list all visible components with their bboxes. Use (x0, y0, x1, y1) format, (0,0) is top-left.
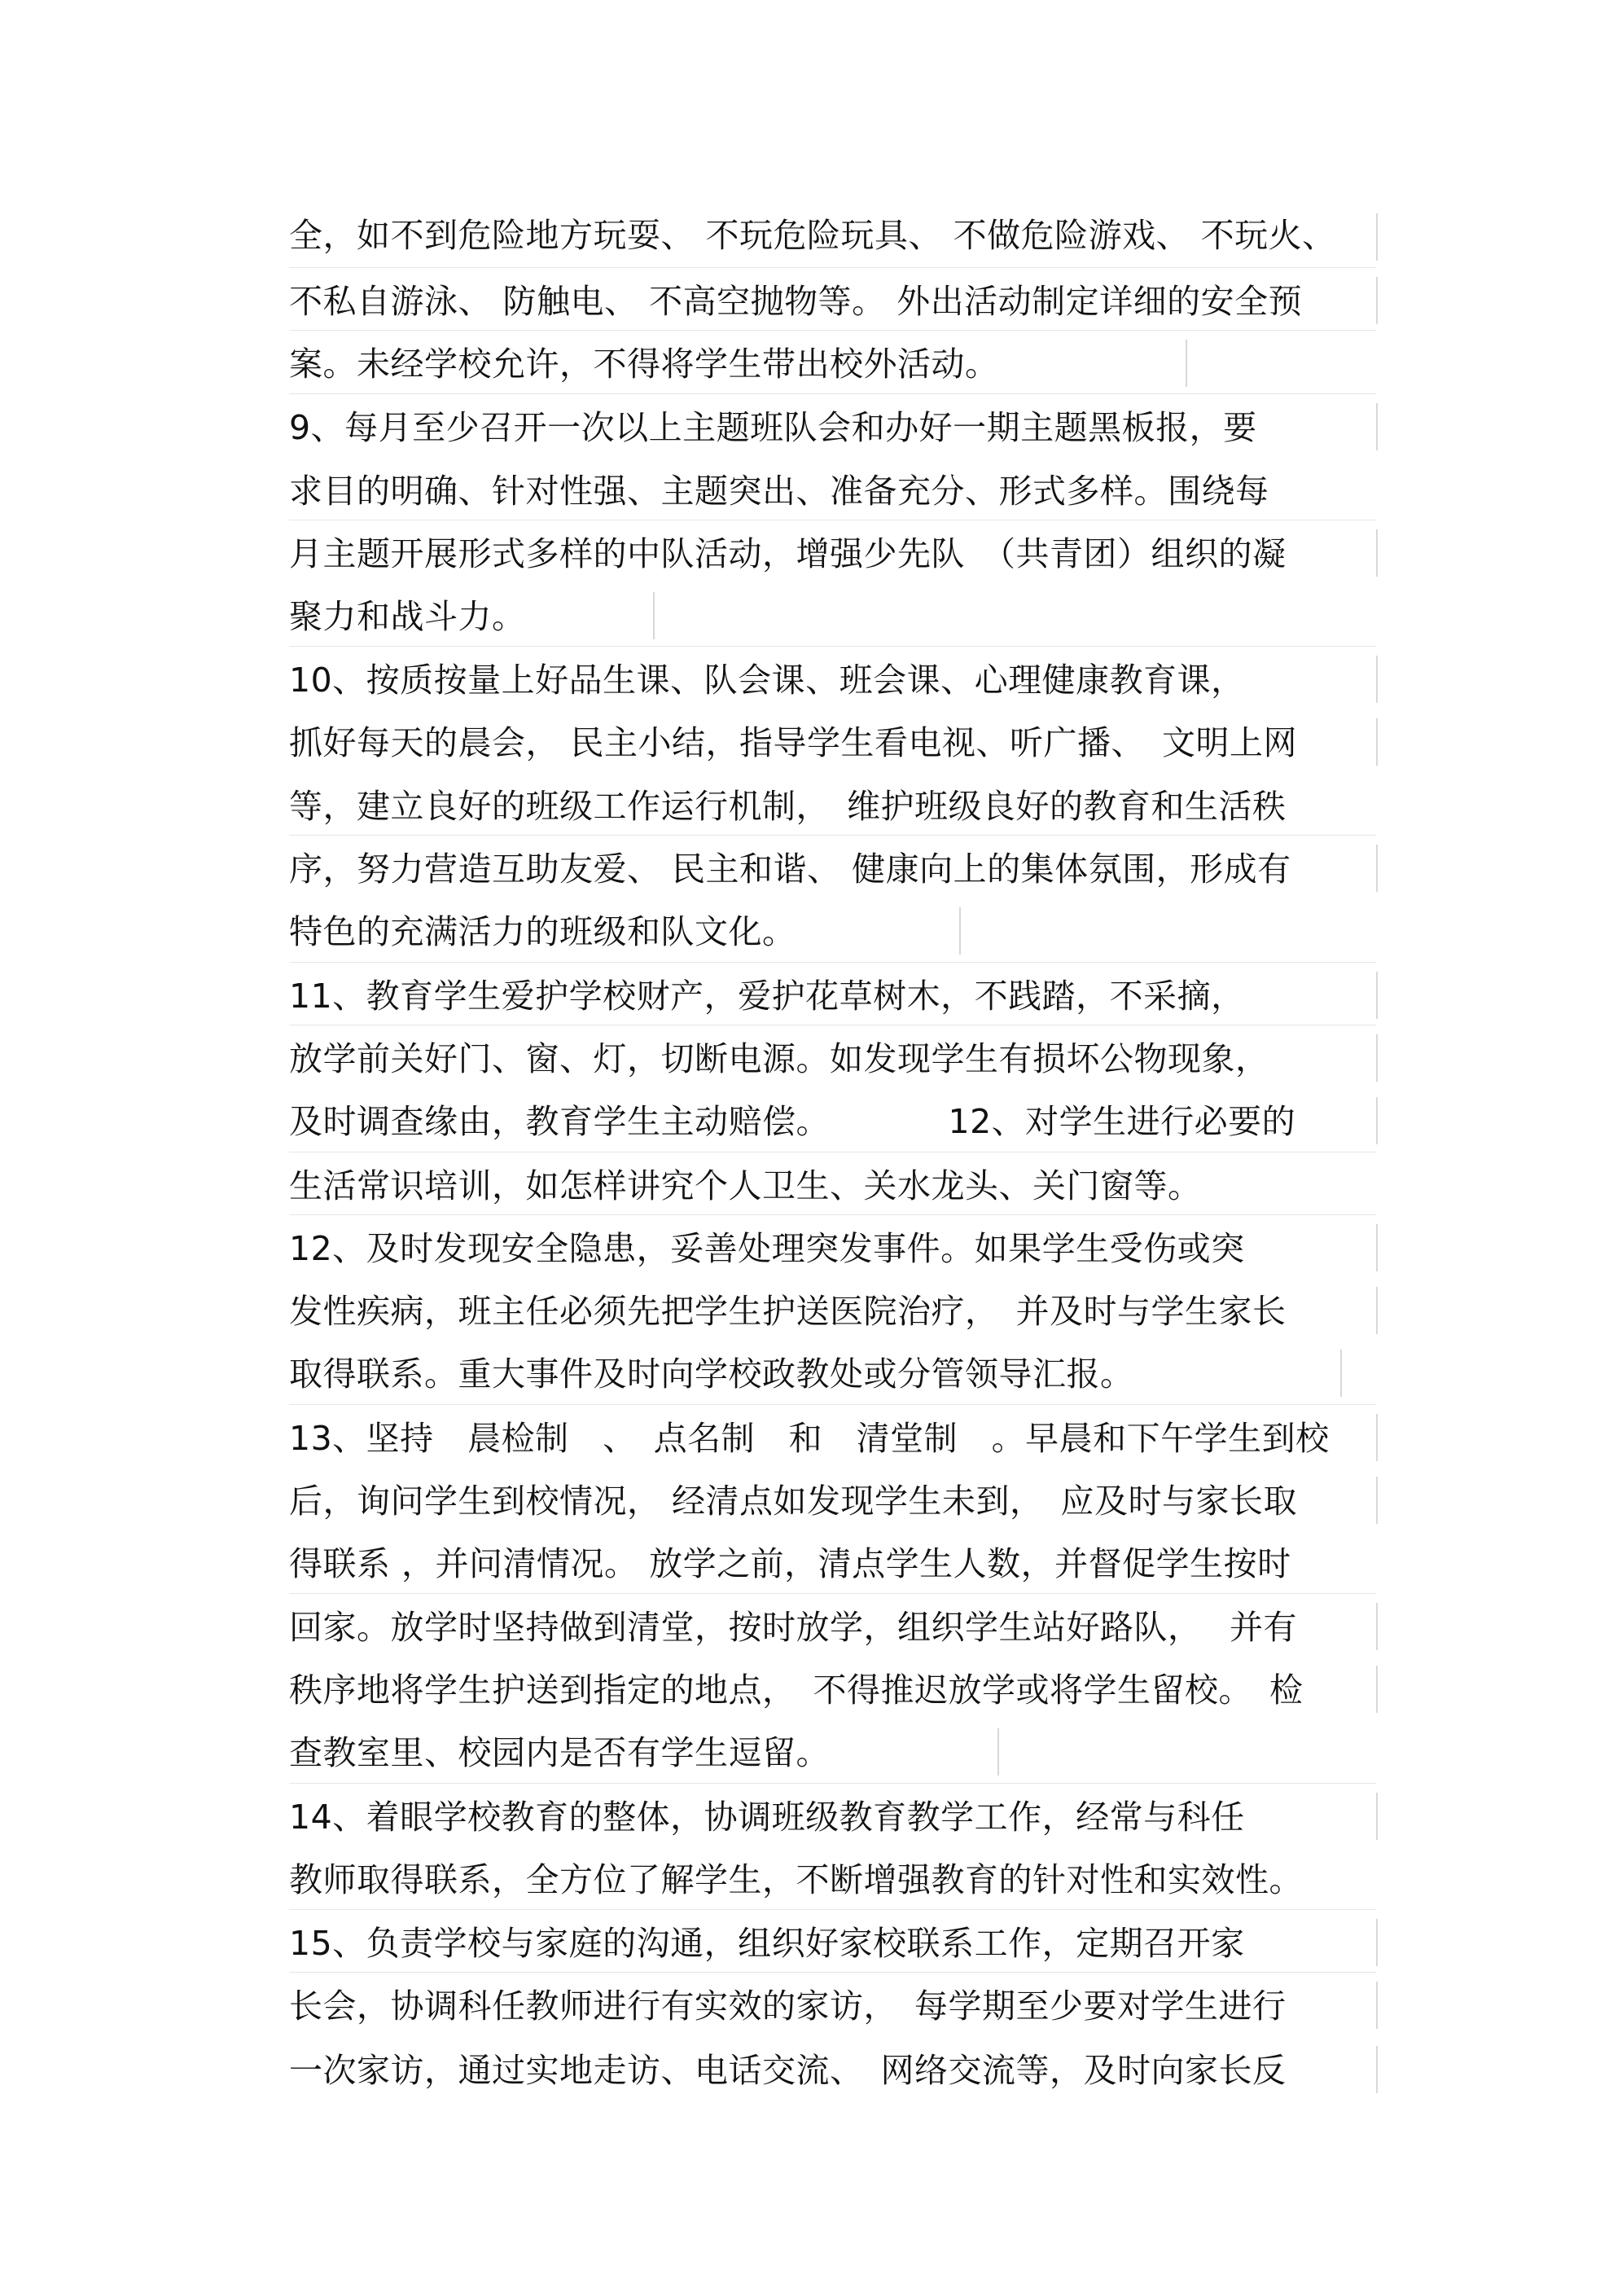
divider (1376, 1603, 1378, 1650)
text-line: 聚力和战斗力。 (289, 597, 526, 636)
divider (1376, 1034, 1378, 1082)
divider (1376, 1097, 1378, 1144)
divider (1376, 403, 1378, 450)
divider (289, 1783, 1376, 1784)
text-line: 发性疾病，班主任必须先把学生护送医院治疗， 并及时与学生家长 (289, 1292, 1287, 1331)
divider (1376, 1919, 1378, 1966)
text-line: 9、每月至少召开一次以上主题班队会和办好一期主题黑板报，要 (289, 408, 1257, 447)
text-line: 后，询问学生到校情况， 经清点如发现学生未到， 应及时与家长取 (289, 1482, 1298, 1521)
text-line: 全，如不到危险地方玩耍、 不玩危险玩具、 不做危险游戏、 不玩火、 (289, 216, 1336, 255)
divider (289, 1972, 1376, 1973)
text-line: 10、按质按量上好品生课、队会课、班会课、心理健康教育课， (289, 661, 1245, 700)
divider (1376, 1982, 1378, 2029)
text-line: 秩序地将学生护送到指定的地点， 不得推迟放学或将学生留校。 检 (289, 1670, 1304, 1710)
text-line: 查教室里、校园内是否有学生逗留。 (289, 1733, 830, 1772)
text-line: 12、及时发现安全隐患，妥善处理突发事件。如果学生受伤或突 (289, 1229, 1245, 1268)
text-line: 等，建立良好的班级工作运行机制， 维护班级良好的教育和生活秩 (289, 787, 1287, 826)
text-line: 序，努力营造互助友爱、 民主和谐、 健康向上的集体氛围，形成有 (289, 849, 1291, 889)
divider (1376, 972, 1378, 1019)
text-line: 案。未经学校允许，不得将学生带出校外活动。 (289, 345, 999, 384)
divider (1376, 1414, 1378, 1461)
divider (289, 646, 1376, 647)
text-line: 不私自游泳、 防触电、 不高空抛物等。 外出活动制定详细的安全预 (289, 282, 1303, 321)
divider (1376, 2046, 1378, 2093)
divider (289, 1909, 1376, 1910)
divider (1186, 340, 1187, 387)
divider (959, 907, 961, 955)
text-line: 取得联系。重大事件及时向学校政教处或分管领导汇报。 (289, 1354, 1134, 1394)
text-line: 15、负责学校与家庭的沟通，组织好家校联系工作，定期召开家 (289, 1924, 1245, 1963)
divider (1376, 1666, 1378, 1713)
divider (289, 1593, 1376, 1594)
text-line: 特色的充满活力的班级和队文化。 (289, 912, 796, 951)
divider (653, 592, 655, 639)
text-line: 抓好每天的晨会， 民主小结，指导学生看电视、听广播、 文明上网 (289, 723, 1298, 762)
divider (1376, 1224, 1378, 1271)
text-line: 长会，协调科任教师进行有实效的家访， 每学期至少要对学生进行 (289, 1987, 1287, 2026)
divider (289, 1404, 1376, 1405)
divider (289, 835, 1376, 836)
divider (1376, 718, 1378, 766)
divider (1340, 1350, 1342, 1397)
text-line: 放学前关好门、窗、灯，切断电源。如发现学生有损坏公物现象， (289, 1039, 1269, 1078)
text-line: 生活常识培训，如怎样讲究个人卫生、关水龙头、关门窗等。 (289, 1166, 1202, 1205)
divider (289, 393, 1376, 394)
text-line: 求目的明确、针对性强、主题突出、准备充分、形式多样。围绕每 (289, 472, 1269, 511)
divider (1376, 213, 1378, 261)
text-line: 回家。放学时坚持做到清堂，按时放学，组织学生站好路队， 并有 (289, 1608, 1298, 1647)
divider (289, 330, 1376, 331)
divider (1376, 1793, 1378, 1840)
text-line: 14、着眼学校教育的整体，协调班级教育教学工作，经常与科任 (289, 1798, 1245, 1837)
divider (1376, 845, 1378, 892)
text-line: 月主题开展形式多样的中队活动，增强少先队 （共青团）组织的凝 (289, 534, 1287, 573)
text-line: 得联系 ，并问清情况。 放学之前，清点学生人数，并督促学生按时 (289, 1544, 1291, 1583)
divider (1376, 656, 1378, 703)
divider (1376, 529, 1378, 577)
text-line: 13、坚持 晨检制 、 点名制 和 清堂制 。早晨和下午学生到校 (289, 1419, 1330, 1458)
divider (289, 1214, 1376, 1215)
divider (1376, 277, 1378, 324)
text-line: 教师取得联系，全方位了解学生，不断增强教育的针对性和实效性。 (289, 1860, 1303, 1899)
text-line: 11、教育学生爱护学校财产，爱护花草树木，不践踏，不采摘， (289, 977, 1245, 1016)
divider (289, 267, 1376, 268)
divider (997, 1728, 999, 1776)
divider (289, 962, 1376, 963)
text-line: 一次家访，通过实地走访、电话交流、 网络交流等，及时向家长反 (289, 2051, 1287, 2090)
text-line: 及时调查缘由，教育学生主动赔偿。 12、对学生进行必要的 (289, 1102, 1296, 1141)
divider (1376, 1477, 1378, 1524)
divider (1376, 1287, 1378, 1334)
